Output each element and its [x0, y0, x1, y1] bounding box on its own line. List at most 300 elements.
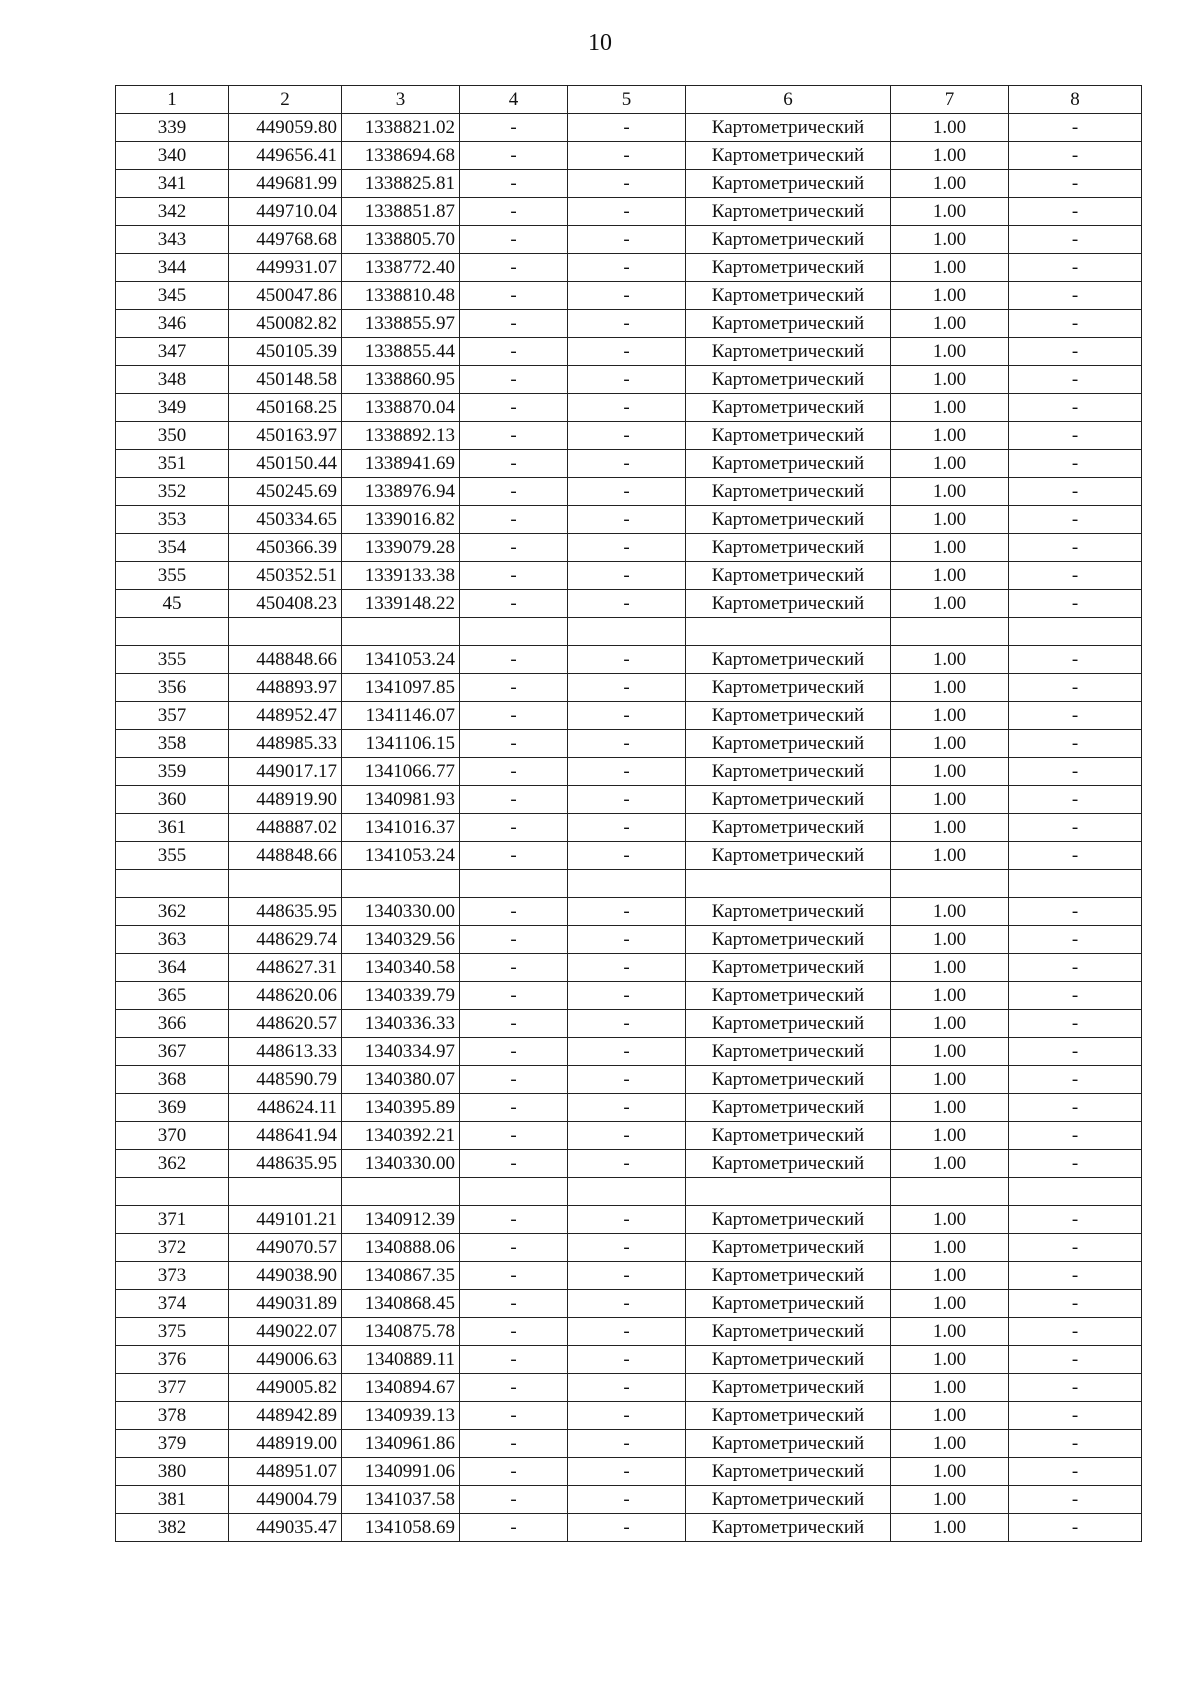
- table-cell: 448848.66: [229, 646, 342, 674]
- table-cell: -: [460, 786, 568, 814]
- table-cell: 449070.57: [229, 1234, 342, 1262]
- table-cell: -: [1009, 1346, 1142, 1374]
- table-cell: 1340939.13: [342, 1402, 460, 1430]
- table-cell: -: [1009, 1206, 1142, 1234]
- table-cell: -: [1009, 954, 1142, 982]
- table-cell: -: [1009, 1458, 1142, 1486]
- table-cell: 1340330.00: [342, 1150, 460, 1178]
- table-row: [116, 170, 1142, 198]
- table-cell: 1340395.89: [342, 1094, 460, 1122]
- column-header: 8: [1009, 86, 1142, 114]
- column-header: 3: [342, 86, 460, 114]
- table-cell: -: [568, 562, 686, 590]
- table-cell: -: [460, 1486, 568, 1514]
- table-cell: 368: [116, 1066, 229, 1094]
- table-cell: 1338855.97: [342, 310, 460, 338]
- table-cell: 1.00: [891, 170, 1009, 198]
- table-cell: [568, 870, 686, 898]
- table-row: [116, 1010, 1142, 1038]
- table-cell: -: [1009, 1290, 1142, 1318]
- table-cell: 1.00: [891, 1150, 1009, 1178]
- table-cell: Картометрический: [686, 450, 891, 478]
- table-cell: -: [460, 1066, 568, 1094]
- table-cell: 450168.25: [229, 394, 342, 422]
- table-cell: 1.00: [891, 1038, 1009, 1066]
- table-cell: 373: [116, 1262, 229, 1290]
- table-cell: 1.00: [891, 1486, 1009, 1514]
- table-cell: [229, 1178, 342, 1206]
- table-cell: Картометрический: [686, 142, 891, 170]
- table-cell: -: [1009, 170, 1142, 198]
- table-cell: 344: [116, 254, 229, 282]
- table-cell: -: [460, 1374, 568, 1402]
- table-row: [116, 1178, 1142, 1206]
- table-cell: 362: [116, 898, 229, 926]
- table-cell: 1340867.35: [342, 1262, 460, 1290]
- table-row: [116, 1430, 1142, 1458]
- table-row: [116, 1150, 1142, 1178]
- table-cell: 450082.82: [229, 310, 342, 338]
- table-cell: 359: [116, 758, 229, 786]
- table-cell: Картометрический: [686, 338, 891, 366]
- table-cell: Картометрический: [686, 590, 891, 618]
- table-cell: -: [460, 1346, 568, 1374]
- table-cell: -: [1009, 842, 1142, 870]
- table-cell: 1.00: [891, 1374, 1009, 1402]
- table-cell: -: [568, 814, 686, 842]
- table-cell: -: [460, 506, 568, 534]
- table-cell: -: [568, 786, 686, 814]
- table-cell: -: [1009, 590, 1142, 618]
- table-cell: -: [568, 1486, 686, 1514]
- table-cell: -: [460, 842, 568, 870]
- table-cell: 1339148.22: [342, 590, 460, 618]
- table-cell: -: [568, 842, 686, 870]
- table-cell: 1.00: [891, 758, 1009, 786]
- table-cell: 1.00: [891, 506, 1009, 534]
- table-cell: 1.00: [891, 674, 1009, 702]
- table-cell: -: [460, 1514, 568, 1542]
- table-cell: -: [568, 1290, 686, 1318]
- column-header: 7: [891, 86, 1009, 114]
- table-cell: -: [460, 1402, 568, 1430]
- table-cell: -: [460, 1458, 568, 1486]
- table-cell: Картометрический: [686, 842, 891, 870]
- table-cell: -: [1009, 814, 1142, 842]
- table-cell: 1340894.67: [342, 1374, 460, 1402]
- table-cell: 1.00: [891, 982, 1009, 1010]
- table-cell: 1340380.07: [342, 1066, 460, 1094]
- table-cell: 341: [116, 170, 229, 198]
- table-cell: -: [568, 170, 686, 198]
- table-cell: -: [460, 758, 568, 786]
- table-cell: 448848.66: [229, 842, 342, 870]
- table-row: [116, 1262, 1142, 1290]
- table-row: [116, 702, 1142, 730]
- table-cell: 1.00: [891, 898, 1009, 926]
- table-cell: 449031.89: [229, 1290, 342, 1318]
- table-cell: 448629.74: [229, 926, 342, 954]
- page-number: 10: [588, 30, 612, 56]
- table-cell: -: [568, 1402, 686, 1430]
- table-cell: Картометрический: [686, 1346, 891, 1374]
- table-row: [116, 142, 1142, 170]
- table-cell: -: [460, 1430, 568, 1458]
- table-cell: 377: [116, 1374, 229, 1402]
- table-cell: 1340334.97: [342, 1038, 460, 1066]
- table-cell: -: [1009, 1402, 1142, 1430]
- table-cell: 1339016.82: [342, 506, 460, 534]
- table-cell: 448641.94: [229, 1122, 342, 1150]
- table-cell: Картометрический: [686, 1290, 891, 1318]
- table-cell: -: [568, 394, 686, 422]
- table-cell: 449710.04: [229, 198, 342, 226]
- table-cell: 448893.97: [229, 674, 342, 702]
- table-cell: [891, 1178, 1009, 1206]
- table-cell: 1.00: [891, 394, 1009, 422]
- table-cell: 356: [116, 674, 229, 702]
- table-cell: 450105.39: [229, 338, 342, 366]
- table-cell: 1338821.02: [342, 114, 460, 142]
- table-cell: -: [568, 926, 686, 954]
- table-cell: -: [460, 1010, 568, 1038]
- header-row: [116, 86, 1142, 114]
- table-cell: 448919.00: [229, 1430, 342, 1458]
- table-cell: 1.00: [891, 366, 1009, 394]
- table-row: [116, 898, 1142, 926]
- table-cell: 361: [116, 814, 229, 842]
- table-cell: 450148.58: [229, 366, 342, 394]
- table-cell: -: [460, 1234, 568, 1262]
- table-cell: -: [1009, 1374, 1142, 1402]
- table-cell: 450408.23: [229, 590, 342, 618]
- table-cell: -: [568, 1514, 686, 1542]
- table-cell: -: [460, 366, 568, 394]
- table-cell: Картометрический: [686, 534, 891, 562]
- table-cell: -: [460, 394, 568, 422]
- table-row: [116, 478, 1142, 506]
- table-cell: Картометрический: [686, 394, 891, 422]
- table-cell: [1009, 618, 1142, 646]
- table-cell: 1.00: [891, 926, 1009, 954]
- table-cell: 355: [116, 842, 229, 870]
- table-cell: Картометрический: [686, 730, 891, 758]
- table-header: [116, 86, 1142, 114]
- table-cell: 448624.11: [229, 1094, 342, 1122]
- table-cell: -: [1009, 1318, 1142, 1346]
- table-cell: 449004.79: [229, 1486, 342, 1514]
- table-cell: 1340888.06: [342, 1234, 460, 1262]
- table-cell: 379: [116, 1430, 229, 1458]
- table-cell: [229, 870, 342, 898]
- column-header: 2: [229, 86, 342, 114]
- table-cell: Картометрический: [686, 674, 891, 702]
- table-cell: 1341146.07: [342, 702, 460, 730]
- table-cell: -: [568, 478, 686, 506]
- table-cell: 339: [116, 114, 229, 142]
- column-header: 5: [568, 86, 686, 114]
- table-cell: Картометрический: [686, 1066, 891, 1094]
- table-cell: -: [1009, 142, 1142, 170]
- table-cell: Картометрический: [686, 1150, 891, 1178]
- table-cell: [342, 1178, 460, 1206]
- table-cell: 372: [116, 1234, 229, 1262]
- table-row: [116, 450, 1142, 478]
- table-cell: 345: [116, 282, 229, 310]
- table-cell: 1.00: [891, 1010, 1009, 1038]
- table-row: [116, 926, 1142, 954]
- table-row: [116, 562, 1142, 590]
- table-cell: 363: [116, 926, 229, 954]
- table-cell: 1340392.21: [342, 1122, 460, 1150]
- table-cell: 365: [116, 982, 229, 1010]
- table-cell: -: [568, 114, 686, 142]
- table-cell: 1.00: [891, 450, 1009, 478]
- table-cell: 1341066.77: [342, 758, 460, 786]
- table-cell: [686, 870, 891, 898]
- table-row: [116, 1234, 1142, 1262]
- table-cell: -: [1009, 282, 1142, 310]
- table-row: [116, 1514, 1142, 1542]
- table-cell: 449059.80: [229, 114, 342, 142]
- table-cell: -: [568, 1066, 686, 1094]
- table-row: [116, 590, 1142, 618]
- table-cell: Картометрический: [686, 310, 891, 338]
- table-row: [116, 1206, 1142, 1234]
- table-cell: -: [1009, 1038, 1142, 1066]
- table-cell: 1.00: [891, 814, 1009, 842]
- table-cell: -: [568, 590, 686, 618]
- table-row: [116, 506, 1142, 534]
- table-cell: Картометрический: [686, 646, 891, 674]
- table-cell: -: [460, 478, 568, 506]
- table-row: [116, 310, 1142, 338]
- table-cell: -: [460, 730, 568, 758]
- table-cell: -: [568, 422, 686, 450]
- table-row: [116, 758, 1142, 786]
- table-cell: 1.00: [891, 534, 1009, 562]
- table-cell: -: [1009, 478, 1142, 506]
- table-cell: 1338976.94: [342, 478, 460, 506]
- table-cell: -: [460, 982, 568, 1010]
- table-row: [116, 814, 1142, 842]
- table-cell: -: [460, 1318, 568, 1346]
- table-cell: 346: [116, 310, 229, 338]
- table-cell: -: [1009, 338, 1142, 366]
- table-cell: 449035.47: [229, 1514, 342, 1542]
- table-cell: Картометрический: [686, 1514, 891, 1542]
- column-header: 4: [460, 86, 568, 114]
- table-cell: Картометрический: [686, 282, 891, 310]
- table-cell: 1.00: [891, 1234, 1009, 1262]
- table-cell: -: [1009, 422, 1142, 450]
- table-cell: -: [1009, 1514, 1142, 1542]
- table-cell: Картометрический: [686, 422, 891, 450]
- table-cell: 449017.17: [229, 758, 342, 786]
- table-cell: 449101.21: [229, 1206, 342, 1234]
- table-cell: 448620.06: [229, 982, 342, 1010]
- table-cell: -: [460, 226, 568, 254]
- table-cell: 1338851.87: [342, 198, 460, 226]
- table-cell: 375: [116, 1318, 229, 1346]
- table-cell: 1.00: [891, 702, 1009, 730]
- table-cell: 362: [116, 1150, 229, 1178]
- table-cell: 364: [116, 954, 229, 982]
- table-cell: 1.00: [891, 1262, 1009, 1290]
- table-cell: -: [1009, 114, 1142, 142]
- table-cell: 374: [116, 1290, 229, 1318]
- table-cell: 448627.31: [229, 954, 342, 982]
- table-cell: 1340875.78: [342, 1318, 460, 1346]
- table-cell: -: [1009, 898, 1142, 926]
- table-row: [116, 1122, 1142, 1150]
- table-cell: Картометрический: [686, 954, 891, 982]
- table-cell: 370: [116, 1122, 229, 1150]
- table-cell: -: [568, 1430, 686, 1458]
- table-cell: 450163.97: [229, 422, 342, 450]
- table-cell: -: [460, 450, 568, 478]
- table-cell: [460, 870, 568, 898]
- table-cell: Картометрический: [686, 1094, 891, 1122]
- table-cell: 1.00: [891, 422, 1009, 450]
- table-row: [116, 366, 1142, 394]
- table-cell: Картометрический: [686, 1206, 891, 1234]
- table-cell: 1341097.85: [342, 674, 460, 702]
- table-cell: -: [568, 534, 686, 562]
- column-header: 6: [686, 86, 891, 114]
- table-cell: [568, 618, 686, 646]
- table-row: [116, 1402, 1142, 1430]
- table-cell: 450150.44: [229, 450, 342, 478]
- table-cell: -: [568, 1374, 686, 1402]
- table-cell: 343: [116, 226, 229, 254]
- table-cell: 1.00: [891, 1290, 1009, 1318]
- table-cell: -: [460, 1150, 568, 1178]
- table-cell: -: [1009, 1150, 1142, 1178]
- table-cell: -: [460, 282, 568, 310]
- table-cell: -: [460, 170, 568, 198]
- table-cell: 1340330.00: [342, 898, 460, 926]
- table-cell: 1.00: [891, 786, 1009, 814]
- table-cell: -: [460, 814, 568, 842]
- table-cell: 450245.69: [229, 478, 342, 506]
- table-cell: -: [1009, 562, 1142, 590]
- table-cell: [1009, 1178, 1142, 1206]
- table-row: [116, 1458, 1142, 1486]
- table-cell: -: [1009, 1094, 1142, 1122]
- table-cell: -: [1009, 394, 1142, 422]
- table-cell: 1.00: [891, 1430, 1009, 1458]
- table-cell: 1340912.39: [342, 1206, 460, 1234]
- table-cell: Картометрический: [686, 1262, 891, 1290]
- table-cell: 1.00: [891, 646, 1009, 674]
- table-cell: -: [568, 1122, 686, 1150]
- table-cell: -: [568, 338, 686, 366]
- table-cell: 1.00: [891, 226, 1009, 254]
- table-cell: 448919.90: [229, 786, 342, 814]
- table-cell: -: [1009, 758, 1142, 786]
- table-cell: -: [1009, 926, 1142, 954]
- table-cell: Картометрический: [686, 982, 891, 1010]
- table-row: [116, 422, 1142, 450]
- table-cell: 1.00: [891, 590, 1009, 618]
- table-row: [116, 842, 1142, 870]
- table-cell: 448952.47: [229, 702, 342, 730]
- table-cell: -: [460, 422, 568, 450]
- table-cell: Картометрический: [686, 114, 891, 142]
- table-cell: Картометрический: [686, 1430, 891, 1458]
- table-cell: 1.00: [891, 842, 1009, 870]
- table-cell: 448942.89: [229, 1402, 342, 1430]
- table-cell: -: [1009, 534, 1142, 562]
- table-cell: [116, 1178, 229, 1206]
- table-cell: -: [568, 1150, 686, 1178]
- table-cell: -: [568, 254, 686, 282]
- table-cell: 1.00: [891, 338, 1009, 366]
- table-cell: 348: [116, 366, 229, 394]
- table-cell: 448620.57: [229, 1010, 342, 1038]
- table-cell: 1340329.56: [342, 926, 460, 954]
- table-cell: 448635.95: [229, 1150, 342, 1178]
- table-cell: [116, 870, 229, 898]
- table-cell: -: [1009, 450, 1142, 478]
- table-cell: -: [460, 1038, 568, 1066]
- table-cell: [342, 618, 460, 646]
- table-cell: -: [1009, 1486, 1142, 1514]
- table-cell: 448613.33: [229, 1038, 342, 1066]
- table-cell: 1341053.24: [342, 842, 460, 870]
- table-cell: Картометрический: [686, 170, 891, 198]
- table-row: [116, 1374, 1142, 1402]
- table-cell: [891, 618, 1009, 646]
- table-cell: 349: [116, 394, 229, 422]
- table-cell: 378: [116, 1402, 229, 1430]
- table-cell: 1338772.40: [342, 254, 460, 282]
- table-cell: -: [460, 142, 568, 170]
- table-cell: 449022.07: [229, 1318, 342, 1346]
- coordinates-table: [115, 85, 1142, 1542]
- table-cell: -: [1009, 254, 1142, 282]
- table-row: [116, 1038, 1142, 1066]
- table-cell: 1340889.11: [342, 1346, 460, 1374]
- table-cell: Картометрический: [686, 1234, 891, 1262]
- table-cell: 449656.41: [229, 142, 342, 170]
- table-row: [116, 618, 1142, 646]
- table-cell: 448887.02: [229, 814, 342, 842]
- table-cell: 1338810.48: [342, 282, 460, 310]
- table-cell: [1009, 870, 1142, 898]
- table-cell: 1.00: [891, 254, 1009, 282]
- table-row: [116, 1486, 1142, 1514]
- table-cell: 1.00: [891, 1094, 1009, 1122]
- table-cell: 1341016.37: [342, 814, 460, 842]
- table-row: [116, 1290, 1142, 1318]
- table-cell: 448951.07: [229, 1458, 342, 1486]
- table-row: [116, 226, 1142, 254]
- table-cell: 1338825.81: [342, 170, 460, 198]
- table-cell: 449931.07: [229, 254, 342, 282]
- table-cell: 1.00: [891, 562, 1009, 590]
- table-cell: 1340961.86: [342, 1430, 460, 1458]
- table-cell: -: [568, 282, 686, 310]
- table-row: [116, 1066, 1142, 1094]
- column-header: 1: [116, 86, 229, 114]
- table-cell: -: [460, 254, 568, 282]
- table-cell: -: [568, 1318, 686, 1346]
- table-cell: -: [568, 1346, 686, 1374]
- table-row: [116, 282, 1142, 310]
- table-cell: 1340868.45: [342, 1290, 460, 1318]
